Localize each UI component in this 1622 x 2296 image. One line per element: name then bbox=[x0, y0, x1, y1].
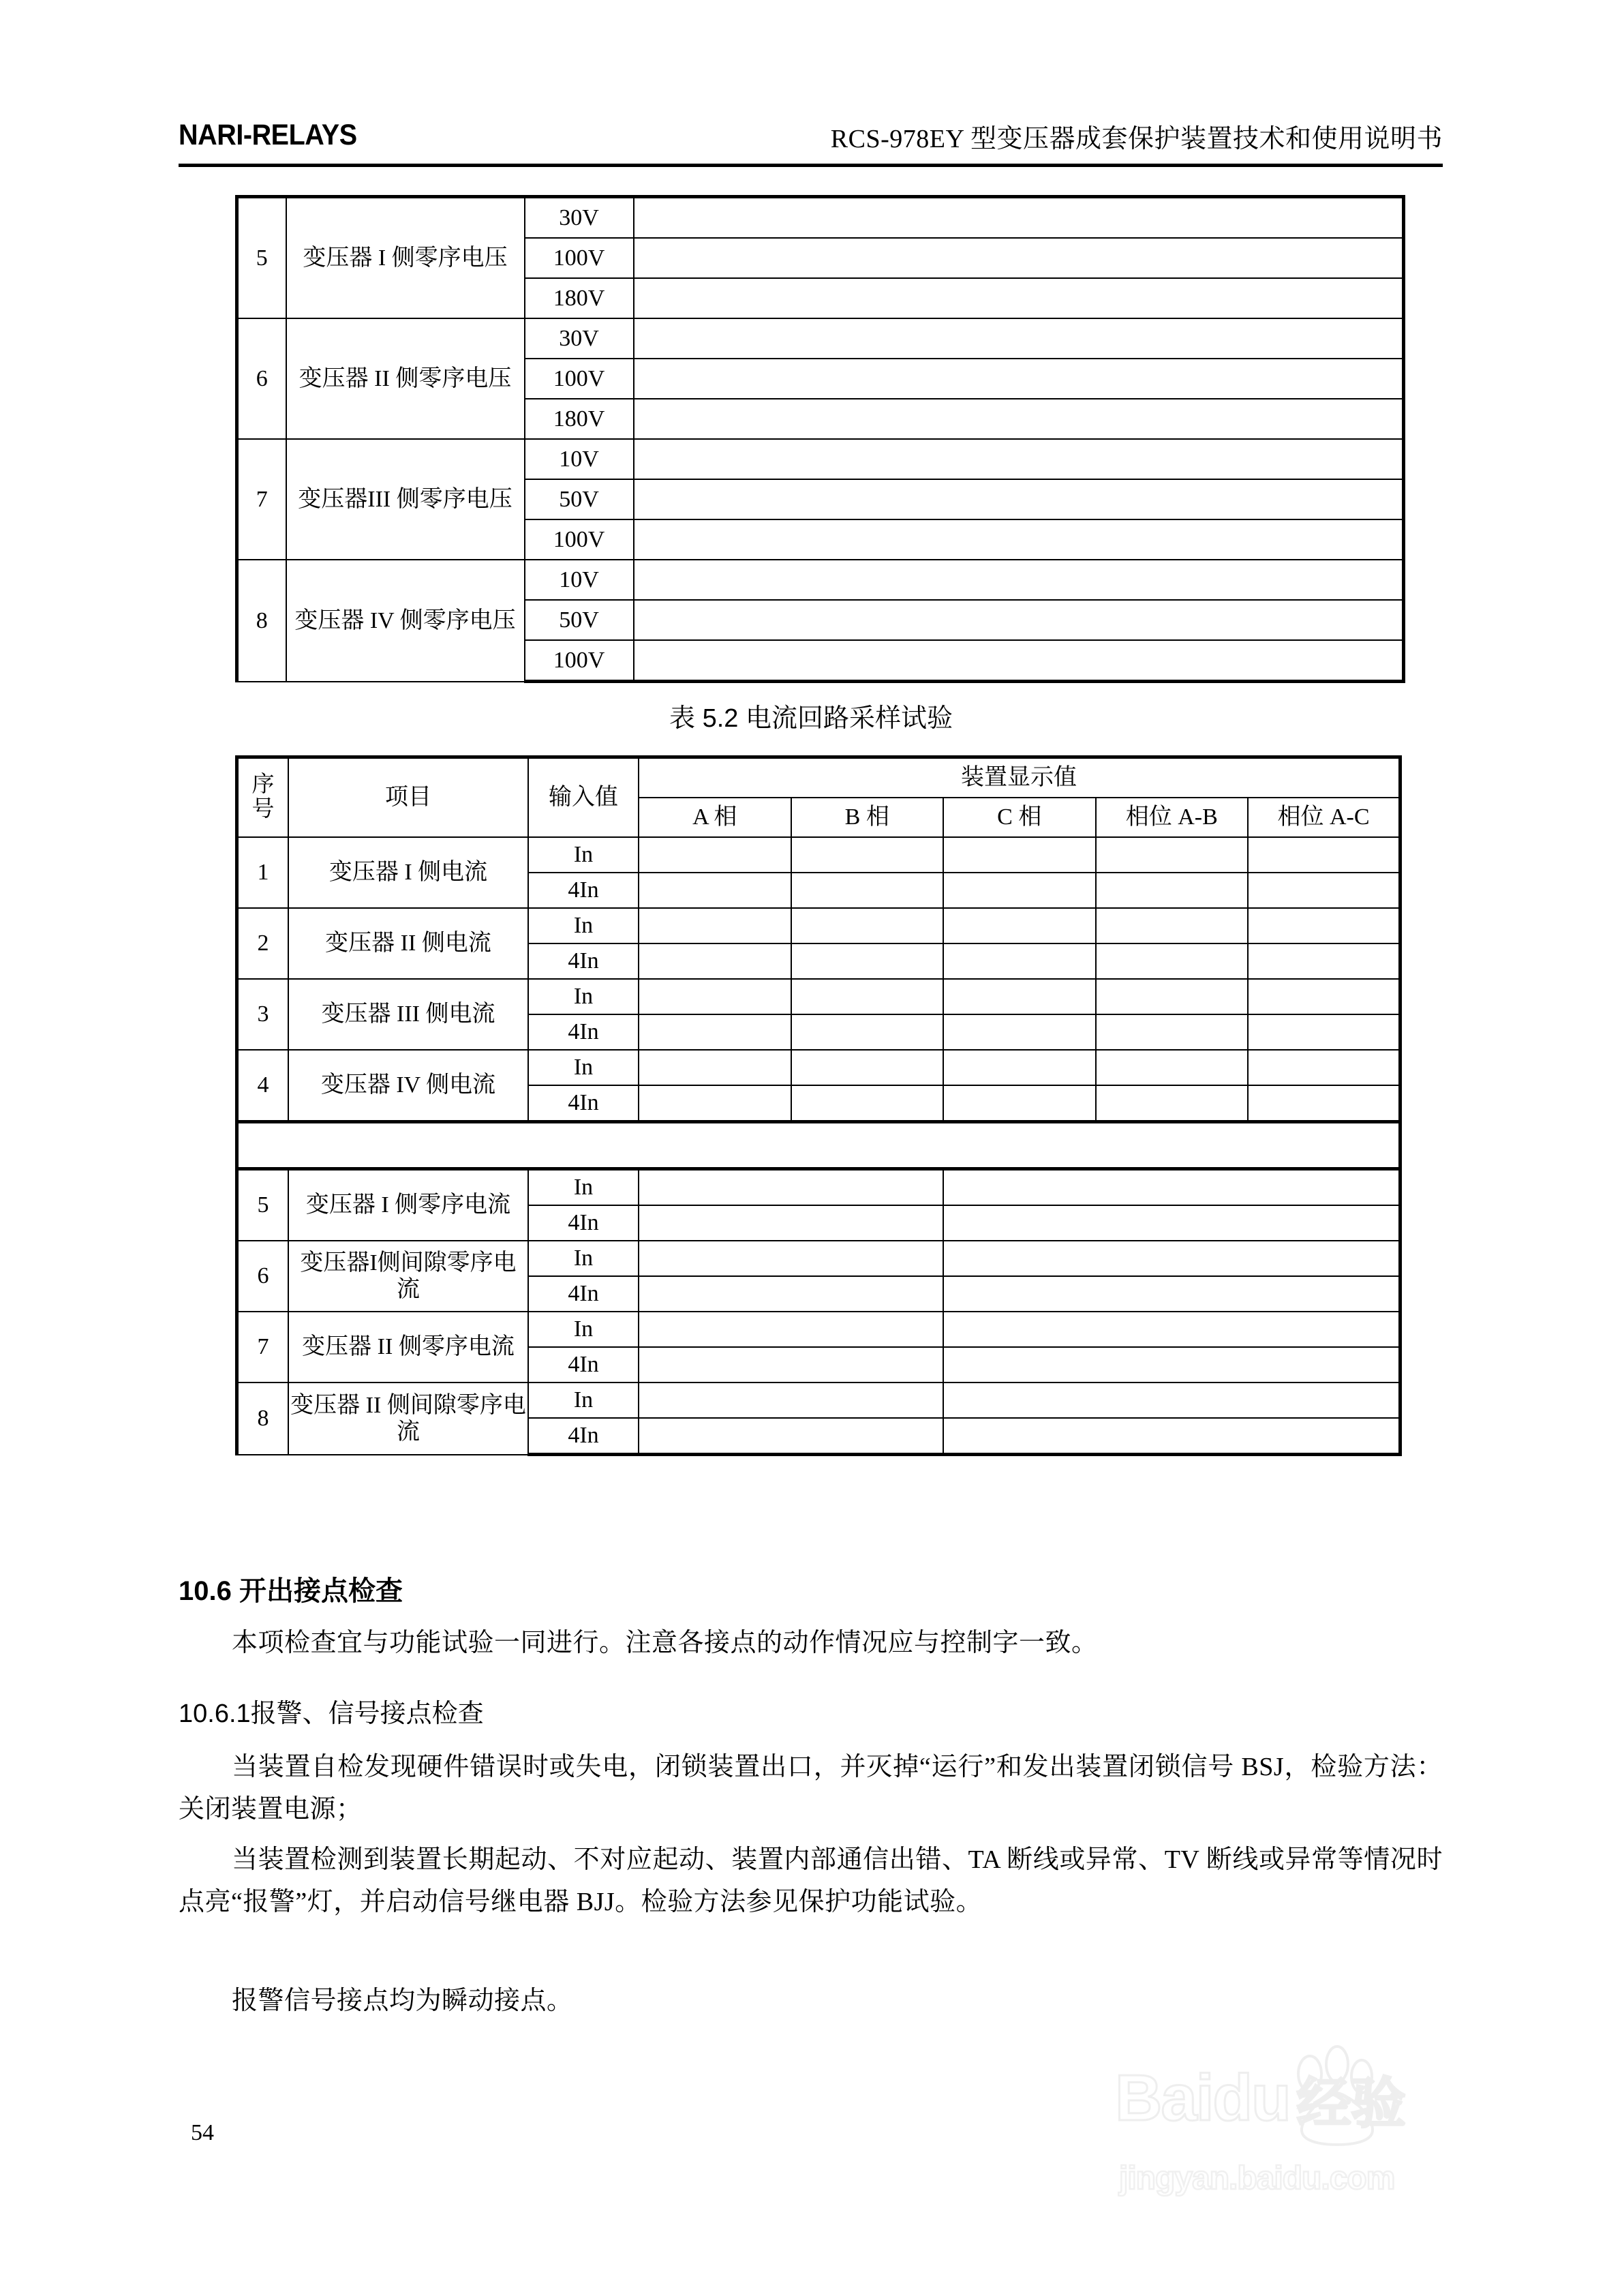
row-number-cell: 8 bbox=[237, 1383, 289, 1455]
result-cell bbox=[943, 1169, 1401, 1206]
result-phase-b-cell bbox=[791, 873, 944, 908]
item-name-cell: 变压器 I 侧电流 bbox=[288, 837, 528, 908]
input-value-cell: 4In bbox=[528, 1205, 639, 1241]
table-row bbox=[237, 908, 1401, 943]
input-value-cell: In bbox=[528, 1241, 639, 1276]
header-seq-no: 序 号 bbox=[237, 757, 289, 838]
result-angle-ac-cell bbox=[1248, 908, 1401, 943]
result-phase-b-cell bbox=[791, 1085, 944, 1122]
header-display-group: 装置显示值 bbox=[639, 757, 1401, 798]
result-angle-ab-cell bbox=[1096, 873, 1249, 908]
table-52-caption: 表 5.2 电流回路采样试验 bbox=[669, 704, 953, 733]
input-value-cell: 10V bbox=[525, 560, 634, 600]
header-item: 项目 bbox=[288, 757, 528, 838]
table-row bbox=[237, 439, 1404, 479]
item-name-cell: 变压器 II 侧间隙零序电流 bbox=[288, 1383, 528, 1455]
result-cell bbox=[943, 1312, 1401, 1347]
table-row bbox=[237, 1312, 1401, 1347]
input-value-cell: In bbox=[528, 1312, 639, 1347]
result-phase-b-cell bbox=[791, 943, 944, 979]
input-value-cell: 100V bbox=[525, 238, 634, 278]
result-cell bbox=[634, 278, 1404, 318]
item-name-cell: 变压器I侧间隙零序电流 bbox=[288, 1241, 528, 1312]
baidu-jingyan-watermark bbox=[1115, 2045, 1537, 2229]
result-angle-ab-cell bbox=[1096, 1050, 1249, 1085]
row-number-cell: 1 bbox=[237, 837, 289, 908]
result-angle-ab-cell bbox=[1096, 837, 1249, 873]
input-value-cell: In bbox=[528, 1169, 639, 1206]
result-phase-c-cell bbox=[943, 943, 1096, 979]
table-row bbox=[237, 979, 1401, 1014]
result-cell bbox=[639, 1169, 943, 1206]
result-cell bbox=[634, 600, 1404, 640]
table-row bbox=[237, 318, 1404, 359]
result-angle-ab-cell bbox=[1096, 943, 1249, 979]
result-cell bbox=[639, 1276, 943, 1312]
row-number-cell: 3 bbox=[237, 979, 289, 1050]
item-name-cell: 变压器III 侧零序电压 bbox=[286, 439, 525, 560]
input-value-cell: 4In bbox=[528, 1014, 639, 1050]
table-row bbox=[237, 837, 1401, 873]
result-cell bbox=[639, 1241, 943, 1276]
result-cell bbox=[634, 359, 1404, 399]
watermark-brand: Baidu bbox=[1115, 2061, 1290, 2134]
row-number-cell: 6 bbox=[237, 318, 286, 439]
item-name-cell: 变压器 II 侧电流 bbox=[288, 908, 528, 979]
result-cell bbox=[634, 439, 1404, 479]
input-value-cell: In bbox=[528, 979, 639, 1014]
row-number-cell: 6 bbox=[237, 1241, 289, 1312]
company-logo-text: NARI-RELAYS bbox=[179, 119, 357, 151]
input-value-cell: 180V bbox=[525, 278, 634, 318]
input-value-cell: 100V bbox=[525, 640, 634, 682]
item-name-cell: 变压器 IV 侧零序电压 bbox=[286, 560, 525, 682]
result-cell bbox=[639, 1205, 943, 1241]
paragraph-10-6-1-c: 报警信号接点均为瞬动接点。 bbox=[232, 1987, 573, 2015]
input-value-cell: 4In bbox=[528, 1418, 639, 1455]
page-header bbox=[179, 115, 1443, 173]
page-number: 54 bbox=[191, 2120, 214, 2145]
table-row bbox=[237, 197, 1404, 239]
table-spacer-row bbox=[237, 1122, 1401, 1169]
input-value-cell: In bbox=[528, 1050, 639, 1085]
result-angle-ac-cell bbox=[1248, 1085, 1401, 1122]
result-angle-ab-cell bbox=[1096, 908, 1249, 943]
result-phase-c-cell bbox=[943, 1050, 1096, 1085]
result-phase-b-cell bbox=[791, 979, 944, 1014]
input-value-cell: In bbox=[528, 1383, 639, 1418]
result-phase-b-cell bbox=[791, 1014, 944, 1050]
result-angle-ac-cell bbox=[1248, 943, 1401, 979]
table-row bbox=[237, 1383, 1401, 1418]
result-angle-ac-cell bbox=[1248, 873, 1401, 908]
paragraph-10-6-1-a: 当装置自检发现硬件错误时或失电，闭锁装置出口，并灭掉“运行”和发出装置闭锁信号 BSJ，检验方法：关闭装置电源； bbox=[179, 1753, 1443, 1824]
input-value-cell: 180V bbox=[525, 399, 634, 439]
result-cell bbox=[943, 1418, 1401, 1455]
result-phase-a-cell bbox=[639, 1050, 791, 1085]
watermark-url: jingyan.baidu.com bbox=[1119, 2160, 1395, 2196]
input-value-cell: 4In bbox=[528, 873, 639, 908]
current-sampling-table-container bbox=[235, 755, 1402, 1456]
header-input-value: 输入值 bbox=[528, 757, 639, 838]
result-cell bbox=[634, 479, 1404, 519]
input-value-cell: 4In bbox=[528, 1347, 639, 1383]
header-angle-ab: 相位 A-B bbox=[1096, 798, 1249, 837]
input-value-cell: 4In bbox=[528, 943, 639, 979]
header-phase-b: B 相 bbox=[791, 798, 944, 837]
row-number-cell: 4 bbox=[237, 1050, 289, 1122]
result-cell bbox=[943, 1276, 1401, 1312]
header-angle-ac: 相位 A-C bbox=[1248, 798, 1401, 837]
result-phase-c-cell bbox=[943, 979, 1096, 1014]
result-cell bbox=[639, 1383, 943, 1418]
input-value-cell: 50V bbox=[525, 479, 634, 519]
result-phase-a-cell bbox=[639, 943, 791, 979]
item-name-cell: 变压器 II 侧零序电压 bbox=[286, 318, 525, 439]
result-phase-a-cell bbox=[639, 908, 791, 943]
result-angle-ac-cell bbox=[1248, 837, 1401, 873]
input-value-cell: 4In bbox=[528, 1276, 639, 1312]
result-phase-a-cell bbox=[639, 873, 791, 908]
input-value-cell: 4In bbox=[528, 1085, 639, 1122]
table-row bbox=[237, 1241, 1401, 1276]
header-phase-c: C 相 bbox=[943, 798, 1096, 837]
result-cell bbox=[634, 318, 1404, 359]
row-number-cell: 7 bbox=[237, 1312, 289, 1383]
result-angle-ac-cell bbox=[1248, 1050, 1401, 1085]
voltage-sampling-table-container bbox=[235, 195, 1402, 683]
table-row bbox=[237, 1050, 1401, 1085]
result-phase-b-cell bbox=[791, 908, 944, 943]
result-phase-a-cell bbox=[639, 979, 791, 1014]
row-number-cell: 7 bbox=[237, 439, 286, 560]
result-cell bbox=[943, 1241, 1401, 1276]
paragraph-10-6: 本项检查宜与功能试验一同进行。注意各接点的动作情况应与控制字一致。 bbox=[232, 1629, 1098, 1657]
result-phase-c-cell bbox=[943, 837, 1096, 873]
result-cell bbox=[634, 197, 1404, 239]
result-phase-c-cell bbox=[943, 908, 1096, 943]
result-cell bbox=[639, 1418, 943, 1455]
item-name-cell: 变压器 I 侧零序电压 bbox=[286, 197, 525, 319]
row-number-cell: 8 bbox=[237, 560, 286, 682]
result-phase-c-cell bbox=[943, 1085, 1096, 1122]
result-phase-c-cell bbox=[943, 1014, 1096, 1050]
table-header-row bbox=[237, 757, 1401, 798]
result-cell bbox=[639, 1347, 943, 1383]
paragraph-10-6-1-b: 当装置检测到装置长期起动、不对应起动、装置内部通信出错、TA 断线或异常、TV 断线或异常等情况时点亮“报警”灯，并启动信号继电器 BJJ。检验方法参见保护功能试验。 bbox=[179, 1845, 1443, 1916]
result-phase-a-cell bbox=[639, 1085, 791, 1122]
heading-10-6: 10.6 开出接点检查 bbox=[179, 1576, 403, 1606]
watermark-brand-cn: 经验 bbox=[1296, 2073, 1406, 2134]
header-divider bbox=[179, 164, 1443, 167]
current-sampling-table bbox=[235, 755, 1402, 1456]
item-name-cell: 变压器 II 侧零序电流 bbox=[288, 1312, 528, 1383]
result-phase-a-cell bbox=[639, 1014, 791, 1050]
result-angle-ab-cell bbox=[1096, 979, 1249, 1014]
table-row bbox=[237, 560, 1404, 600]
row-number-cell: 2 bbox=[237, 908, 289, 979]
item-name-cell: 变压器 IV 侧电流 bbox=[288, 1050, 528, 1122]
result-cell bbox=[634, 519, 1404, 560]
input-value-cell: 50V bbox=[525, 600, 634, 640]
result-angle-ac-cell bbox=[1248, 1014, 1401, 1050]
result-phase-c-cell bbox=[943, 873, 1096, 908]
result-cell bbox=[634, 238, 1404, 278]
spacer-cell bbox=[237, 1122, 1401, 1169]
table-row bbox=[237, 1169, 1401, 1206]
item-name-cell: 变压器 I 侧零序电流 bbox=[288, 1169, 528, 1241]
input-value-cell: 30V bbox=[525, 197, 634, 239]
row-number-cell: 5 bbox=[237, 1169, 289, 1241]
input-value-cell: In bbox=[528, 908, 639, 943]
result-angle-ab-cell bbox=[1096, 1014, 1249, 1050]
result-angle-ab-cell bbox=[1096, 1085, 1249, 1122]
heading-10-6-1: 10.6.1报警、信号接点检查 bbox=[179, 1700, 484, 1728]
result-cell bbox=[634, 560, 1404, 600]
item-name-cell: 变压器 III 侧电流 bbox=[288, 979, 528, 1050]
input-value-cell: 30V bbox=[525, 318, 634, 359]
result-phase-b-cell bbox=[791, 837, 944, 873]
input-value-cell: 100V bbox=[525, 359, 634, 399]
result-cell bbox=[634, 640, 1404, 682]
result-phase-b-cell bbox=[791, 1050, 944, 1085]
result-cell bbox=[943, 1383, 1401, 1418]
input-value-cell: In bbox=[528, 837, 639, 873]
voltage-sampling-table bbox=[235, 195, 1405, 683]
result-cell bbox=[943, 1347, 1401, 1383]
result-cell bbox=[639, 1312, 943, 1347]
result-phase-a-cell bbox=[639, 837, 791, 873]
paw-print-icon bbox=[1277, 2045, 1393, 2147]
result-angle-ac-cell bbox=[1248, 979, 1401, 1014]
watermark-brand-row bbox=[1115, 2061, 1406, 2134]
input-value-cell: 100V bbox=[525, 519, 634, 560]
result-cell bbox=[943, 1205, 1401, 1241]
header-phase-a: A 相 bbox=[639, 798, 791, 837]
row-number-cell: 5 bbox=[237, 197, 286, 319]
result-cell bbox=[634, 399, 1404, 439]
document-title: RCS-978EY 型变压器成套保护装置技术和使用说明书 bbox=[830, 125, 1443, 153]
input-value-cell: 10V bbox=[525, 439, 634, 479]
